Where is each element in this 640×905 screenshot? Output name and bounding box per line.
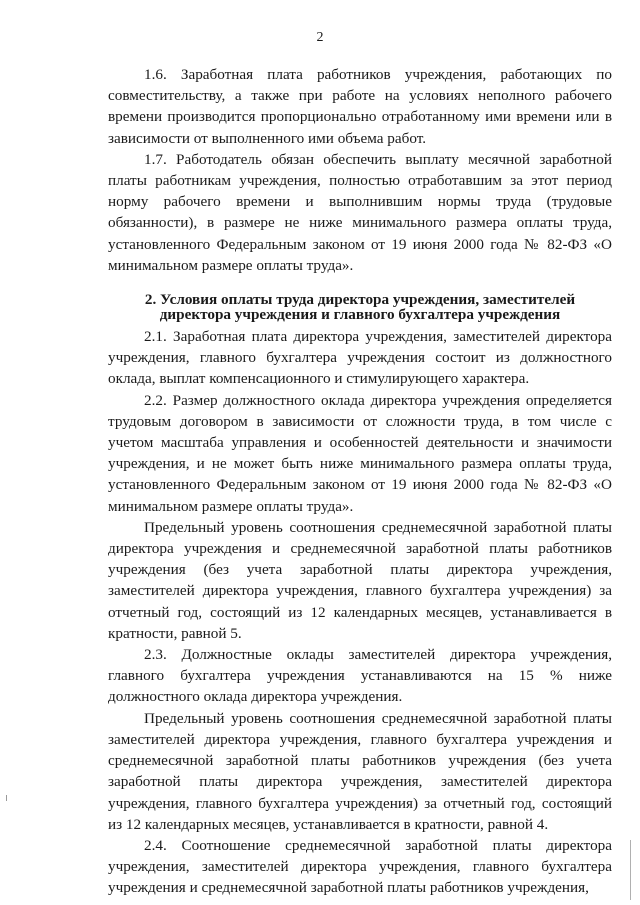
paragraph-2-4: 2.4. Соотношение среднемесячной заработной платы директора учреждения, заместителей директора учреждения, главного бухгалтера учреждения и среднемесячной заработной платы работников учреждения, [108,836,612,897]
scan-artifact-right [630,840,631,900]
section-2-heading-line2: директора учреждения и главного бухгалтера учреждения [159,306,561,324]
page-number: 2 [316,30,324,45]
section-2-heading-line1: 2. Условия оплаты труда директора учреждения, заместителей [144,291,576,309]
paragraph-limit-director: Предельный уровень соотношения среднемесячной заработной платы директора учреждения и среднемесячной заработной платы работников учреждения (без учета заработной платы директора учреждения, заместителей директора учреждения, главного бухгалтера учреждения) за отчетный год, состоящий из 12 календарных месяцев, устанавливается в кратности, равной 5. [108,518,612,642]
paragraph-1-7: 1.7. Работодатель обязан обеспечить выплату месячной заработной платы работникам учреждения, полностью отработавшим за этот период норму рабочего времени и выполнившим нормы труда (трудовые обязанности), в размере не ниже минимального размера оплаты труда, установленного Федеральным законом от 19 июня 2000 года № 82-ФЗ «О минимальном размере оплаты труда». [108,150,612,274]
paragraph-2-2: 2.2. Размер должностного оклада директора учреждения определяется трудовым договором в зависимости от сложности труда, в том числе с учетом масштаба управления и особенностей деятельности и значимости учреждения, и не может быть ниже минимального размера оплаты труда, установленного Федеральным законом от 19 июня 2000 года № 82-ФЗ «О минимальном размере оплаты труда». [108,391,612,515]
paragraph-2-1: 2.1. Заработная плата директора учреждения, заместителей директора учреждения, главного бухгалтера учреждения состоит из должностного оклада, выплат компенсационного и стимулирующего характера. [108,328,612,388]
paragraph-1-6: 1.6. Заработная плата работников учреждения, работающих по совместительству, а также при работе на условиях неполного рабочего времени производится пропорционально отработанному ими времени или в зависимости от выполненного ими объема работ. [108,66,612,147]
paragraph-limit-deputies: Предельный уровень соотношения среднемесячной заработной платы заместителей директора учреждения, главного бухгалтера учреждения и среднемесячной заработной платы работников учреждения (без учета заработной платы директора учреждения, заместителей директора учреждения, главного бухгалтера учреждения) за отчетный год, состоящий из 12 календарных месяцев, устанавливается в кратности, равной 4. [108,709,612,833]
paragraph-2-3: 2.3. Должностные оклады заместителей директора учреждения, главного бухгалтера учреждения устанавливаются на 15 % ниже должностного оклада директора учреждения. [108,646,612,706]
scan-artifact-left [6,795,7,801]
section-2-heading [108,292,612,322]
document-body [108,64,612,899]
